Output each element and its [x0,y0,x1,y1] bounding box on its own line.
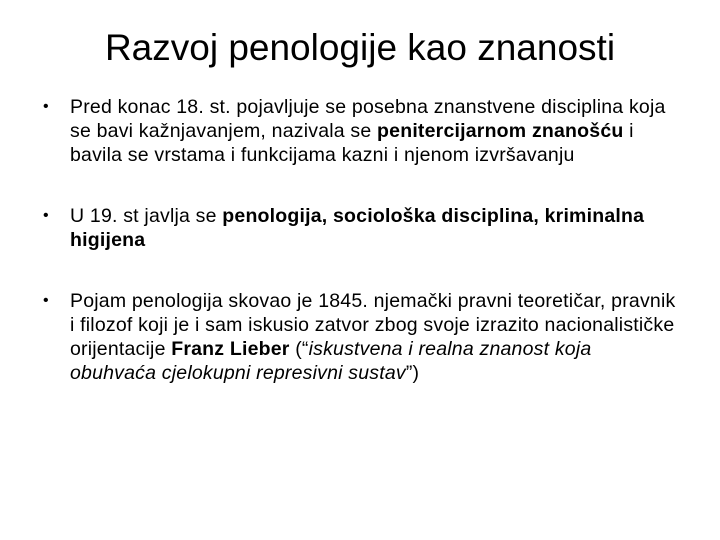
bullet-text: ”) [405,362,420,384]
bullet-item [43,289,683,385]
bullet-marker: • [43,292,49,309]
bullet-emphasis: penitercijarnom znanošću [377,120,624,142]
bullet-text: Pojam penologija skovao je 1845. njemački pravni teoretičar, pravnik i filozof koji je i sam iskusio zatvor zbog svoje izrazito nacionalističke orijentacije [70,290,676,360]
bullet-emphasis: penologija, sociološka disciplina, kriminalna higijena [70,205,645,251]
bullet-marker: • [43,207,49,224]
bullet-text: i bavila se vrstama i funkcijama kazni i njenom izvršavanju [70,120,634,166]
bullet-text: Pred konac 18. st. pojavljuje se posebna znanstvene disciplina koja se bavi kažnjavanjem, nazivala se [70,96,666,142]
bullet-emphasis: Franz Lieber [171,338,290,360]
bullet-text: (“ [289,338,309,360]
bullet-text: U 19. st javlja se [70,205,223,227]
slide-title: Razvoj penologije kao znanosti [104,27,616,68]
bullet-quote: iskustvena i realna znanost koja obuhvaća cjelokupni represivni sustav [70,338,592,384]
bullet-list [43,95,683,385]
bullet-item [43,95,683,167]
bullet-marker: • [43,98,49,115]
bullet-item [43,204,683,252]
